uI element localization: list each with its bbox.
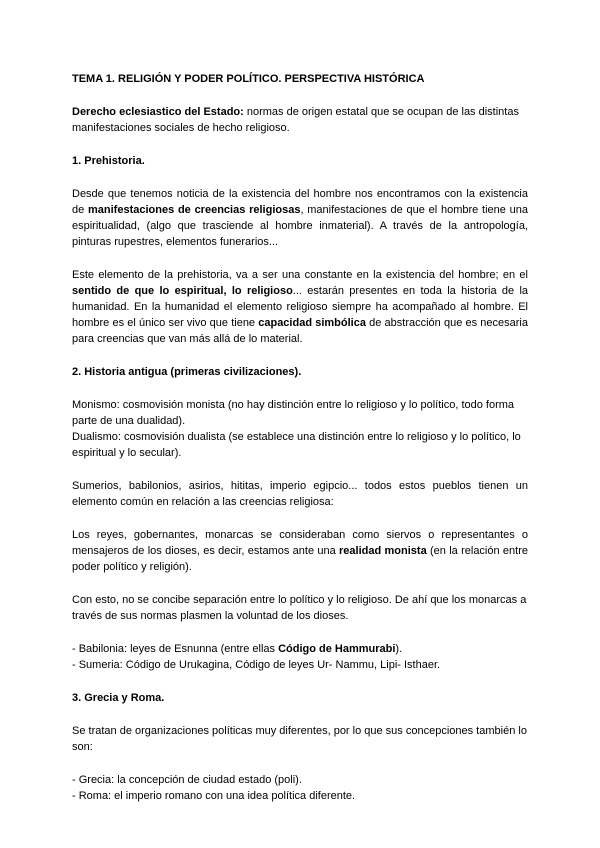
text-run: Desde que tenemos noticia de la existencia del hombre nos encontramos con la existencia de	[72, 188, 528, 216]
list-item-grecia: - Grecia: la concepción de ciudad estado (poli).	[72, 774, 302, 786]
text-run: ).	[395, 643, 403, 655]
bold-text-run: capacidad simbólica	[258, 317, 366, 329]
text-run: Los reyes, gobernantes, monarcas se consideraban como siervos o representantes o mensajeros de los dioses, es decir, estamos ante una	[72, 529, 528, 557]
separacion-paragraph: Con esto, no se concibe separación entre lo político y lo religioso. De ahí que los monarcas a través de sus normas plasmen la voluntad de los dioses.	[72, 594, 527, 622]
list-item-sumeria: - Sumeria: Código de Urukagina, Código de leyes Ur- Nammu, Lipi- Isthaer.	[72, 659, 441, 671]
dualismo-paragraph: Dualismo: cosmovisión dualista (se establece una distinción entre lo religioso y lo político, lo espiritual y lo secular).	[72, 431, 521, 459]
section-heading-prehistoria: 1. Prehistoria.	[72, 155, 145, 167]
text-run: , manifestaciones de que el hombre tiene una espiritualidad, (algo que trasciende al hombre inmaterial). A través de la antropología, pinturas rupestres, elementos funerarios...	[72, 204, 528, 248]
list-item-roma: - Roma: el imperio romano con una idea política diferente.	[72, 790, 356, 802]
bold-text-run: manifestaciones de creencias religiosas	[88, 204, 301, 216]
definition-text: normas de origen estatal que se ocupan de las distintas manifestaciones sociales de hecho religioso.	[72, 106, 519, 134]
page-title: TEMA 1. RELIGIÓN Y PODER POLÍTICO. PERSPECTIVA HISTÓRICA	[72, 73, 425, 85]
text-run: de abstracción que es necesaria para creencias que van más allá de lo material.	[72, 317, 528, 345]
bold-text-run: sentido de que lo espiritual, lo religioso	[72, 285, 293, 297]
list-item-babilonia	[72, 641, 528, 657]
definition-paragraph	[72, 104, 528, 136]
section-heading-historia-antigua: 2. Historia antigua (primeras civilizaciones).	[72, 366, 302, 378]
text-run: ... estarán presentes en toda la historia de la humanidad. En la humanidad el elemento religioso siempre ha acompañado al hombre. El hombre es el único ser vivo que tiene	[72, 285, 528, 329]
document-body	[72, 64, 528, 804]
bold-text-run: realidad monista	[339, 545, 427, 557]
sumerios-paragraph: Sumerios, babilonios, asirios, hititas, imperio egipcio... todos estos pueblos tienen un elemento común en relación a las creencias religiosa:	[72, 480, 528, 508]
reyes-paragraph	[72, 527, 528, 575]
text-run: (en la relación entre poder político y religión).	[72, 545, 528, 573]
definition-term: Derecho eclesiastico del Estado:	[72, 106, 244, 118]
text-run: Este elemento de la prehistoria, va a ser una constante en la existencia del hombre; en el	[72, 269, 528, 281]
grecia-roma-paragraph: Se tratan de organizaciones políticas muy diferentes, por lo que sus concepciones también lo son:	[72, 725, 527, 753]
prehistoria-paragraph-2	[72, 267, 528, 347]
prehistoria-paragraph-1	[72, 186, 528, 250]
text-run: - Babilonia: leyes de Esnunna (entre ellas	[72, 643, 279, 655]
bold-text-run: Código de Hammurabi	[278, 643, 396, 655]
section-heading-grecia-roma: 3. Grecia y Roma.	[72, 692, 165, 704]
monismo-paragraph: Monismo: cosmovisión monista (no hay distinción entre lo religioso y lo político, todo forma parte de una dualidad).	[72, 399, 515, 427]
